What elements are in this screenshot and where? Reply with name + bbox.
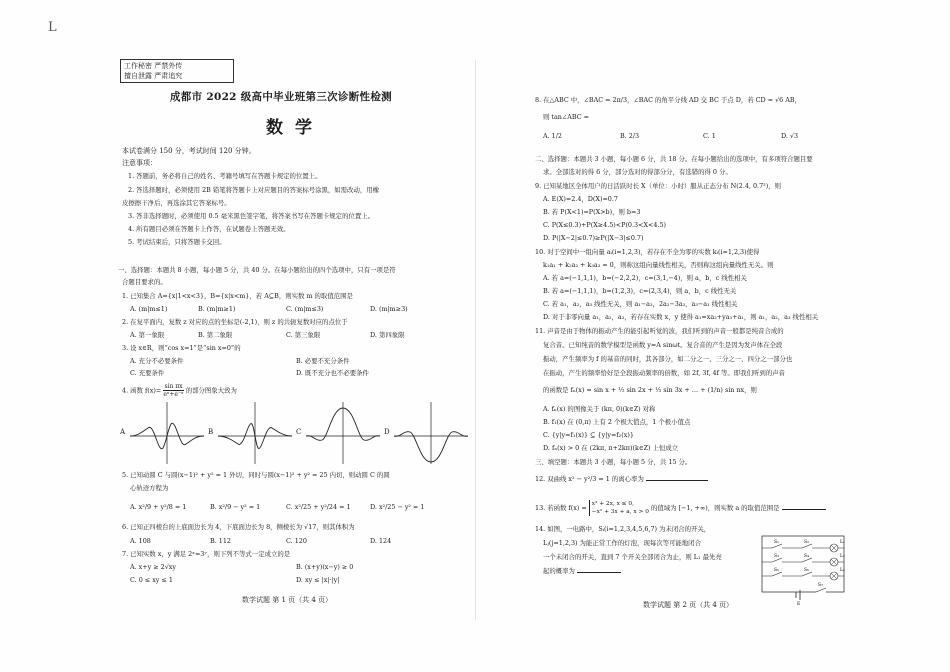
instruction-item: 2. 答选择题时，必须使用 2B 铅笔将答题卡上对应题目的答案标号涂黑，如需改动，用橡 bbox=[128, 186, 380, 194]
circuit-label: E bbox=[797, 602, 801, 605]
q4-graph-a bbox=[120, 398, 204, 466]
q3-option-c: C. 充要条件 bbox=[130, 369, 165, 377]
circuit-label: S₇ bbox=[818, 583, 823, 588]
circuit-label: S₃ bbox=[774, 554, 779, 559]
q10-option-b: B. 若 a=(−1,1,1)，b=(1,2,3)，c=(2,3,4)，则 a，b，c 线性无关 bbox=[543, 287, 737, 295]
question-10: 10. 对于空间中一组向量 aᵢ(i=1,2,3)，若存在不全为零的实数 kᵢ(i=1,2,3)使得 bbox=[535, 248, 760, 256]
q3-option-b: B. 必要不充分条件 bbox=[296, 357, 350, 365]
question-14: 14. 如图，一电路中，Sᵢ(i=1,2,3,4,5,6,7) 为未闭合的开关， bbox=[535, 525, 711, 533]
circuit-label: S₅ bbox=[774, 568, 779, 573]
q4-graph-label: D bbox=[384, 428, 390, 436]
circuit-label: S₆ bbox=[804, 568, 809, 573]
q4-suffix: 的部分图象大致为 bbox=[185, 386, 237, 395]
q1-option-a: A. (m|m≤1) bbox=[130, 305, 168, 313]
q1-option-c: C. (m|m≤3) bbox=[286, 305, 324, 313]
q14-answer-blank[interactable] bbox=[577, 572, 621, 573]
q5-option-a: A. x²/9 + y²/8 = 1 bbox=[130, 503, 187, 511]
q4-graph-label: A bbox=[120, 428, 126, 436]
q4-graph-label: C bbox=[296, 428, 302, 436]
q13-case1: x² + 2x, x ≤ 0, bbox=[591, 501, 634, 507]
q2-option-c: C. 第三象限 bbox=[286, 331, 321, 339]
q5-option-c: C. x²/25 + y²/24 = 1 bbox=[286, 503, 351, 511]
q4-graph-label: B bbox=[208, 428, 214, 436]
q7-option-b: B. (x+y)(x−y) ≥ 0 bbox=[296, 563, 354, 571]
circuit-label: S₂ bbox=[804, 540, 809, 545]
q11-option-d: D. fₙ(x) > 0 在 (2kπ, π+2kπ)(k∈Z) 上恒成立 bbox=[543, 444, 679, 452]
question-4 bbox=[122, 383, 237, 398]
q8-option-b: B. 2/3 bbox=[620, 132, 640, 140]
question-6: 6. 已知正四棱台的上底面边长为 4，下底面边长为 8，侧棱长为 √17，则其体积为 bbox=[122, 523, 355, 531]
question-14-line: 一个未闭合的开关，直到 7 个开关全部闭合为止，则 L₁ 最先亮 bbox=[543, 553, 722, 561]
question-11-line: 的函数是 fₙ(x) = sin x + ½ sin 2x + ⅓ sin 3x + … + (1/n) sin nx，则 bbox=[543, 386, 757, 394]
q2-option-b: B. 第二象限 bbox=[198, 331, 233, 339]
q14-last-line: 起的概率为 bbox=[543, 567, 575, 575]
page-footer-2: 数学试题 第 2 页（共 4 页） bbox=[643, 601, 734, 609]
q1-option-b: B. (m|m≥1) bbox=[198, 305, 236, 313]
instructions-intro: 本试卷满分 150 分，考试时间 120 分钟。 bbox=[122, 147, 256, 155]
circuit-diagram bbox=[756, 530, 851, 605]
question-12 bbox=[535, 474, 708, 484]
question-13 bbox=[535, 500, 826, 516]
q6-option-d: D. 124 bbox=[370, 537, 392, 545]
section3-intro: 三、填空题：本题共 3 小题，每小题 5 分，共 15 分。 bbox=[535, 458, 692, 466]
q6-option-b: B. 112 bbox=[210, 537, 231, 545]
graph-b-svg bbox=[218, 398, 292, 466]
instruction-item: 皮擦擦干净后，再选涂其它答案标号。 bbox=[122, 199, 231, 207]
circuit-svg bbox=[756, 530, 851, 605]
q5-option-b: B. x²/9 − y² = 1 bbox=[210, 503, 261, 511]
q10-option-c: C. 若 a₁，a₂，a₃ 线性无关，则 a₁−a₂，2a₂−3a₃，a₃−a₁ 线性相关 bbox=[543, 300, 738, 308]
question-11-line: 在振动，产生的频率恰好是全段振动频率的倍数，如 2f, 3f, 4f 等。即我们听到的声音 bbox=[543, 369, 785, 377]
question-11: 11. 声音是由于物体的振动产生的能引起听觉的波，我们听到的声音一般都是纯音合成的 bbox=[535, 327, 784, 335]
q8-option-d: D. √3 bbox=[781, 132, 799, 140]
q9-option-c: C. P(X≤0.3)+P(X≥4.5)<P(0.3<X<4.5) bbox=[543, 221, 667, 229]
right-page bbox=[475, 0, 950, 672]
q4-numerator: sin πx bbox=[164, 383, 183, 390]
instruction-item: 3. 答非选择题时，必须使用 0.5 毫米黑色签字笔，将答案书写在答题卡规定的位置上。 bbox=[128, 212, 375, 220]
q9-option-b: B. 若 P(X<1)=P(X>b)，则 b=3 bbox=[543, 208, 641, 216]
instruction-item: 4. 所有题目必须在答题卡上作答，在试题卷上答题无效。 bbox=[128, 225, 290, 233]
q4-graph-b bbox=[208, 398, 292, 466]
corner-mark: L bbox=[48, 20, 57, 35]
q7-option-a: A. x+y ≥ 2√xy bbox=[130, 563, 177, 571]
q13-piecewise bbox=[589, 500, 649, 516]
q10-option-d: D. 对于非零向量 a₁，a₂，a₃，若存在实数 x，y 使得 a₁=xa₂+ya₃+a₁，则 a₁，a₂，a₃ 线性相关 bbox=[543, 313, 819, 321]
q11-option-c: C. {y|y=f₁(x)} ⊆ {y|y=f₂(x)} bbox=[543, 431, 634, 439]
stamp-line2: 擅自泄露 严肃追究 bbox=[124, 72, 183, 80]
section1-intro-2: 合题目要求的。 bbox=[122, 278, 167, 286]
instruction-item: 5. 考试结束后，只将答题卡交回。 bbox=[128, 238, 226, 246]
q3-option-a: A. 充分不必要条件 bbox=[130, 357, 184, 365]
q4-fraction bbox=[163, 383, 183, 398]
instruction-item: 1. 答题前，务必将自己的姓名、考籍号填写在答题卡规定的位置上。 bbox=[128, 172, 322, 180]
circuit-label: S₄ bbox=[804, 554, 809, 559]
question-1: 1. 已知集合 A={x|1<x<3}，B={x|x<m}，若 A⊆B，则实数 m 的取值范围是 bbox=[122, 292, 353, 300]
question-5-cont: 心轨迹方程为 bbox=[130, 484, 169, 492]
q2-option-a: A. 第一象限 bbox=[130, 331, 165, 339]
q9-option-d: D. P(|X−2|≤0.7)≥P(|X−3|≤0.7) bbox=[543, 234, 644, 242]
question-3: 3. 设 x∈R，则“cos x=1”是“sin x=0”的 bbox=[122, 344, 241, 352]
question-10-cont: k₁a₁ + k₂a₂ + k₃a₃ = 0，则称这组向量线性相关，否则称这组向量线性无关。则 bbox=[543, 261, 774, 269]
q7-option-d: D. xy ≤ |x|·|y| bbox=[296, 576, 340, 584]
circuit-label: L₂ bbox=[840, 554, 845, 559]
question-7: 7. 已知实数 x，y 满足 2ˣ=3ʸ，则下列不等式一定成立的是 bbox=[122, 550, 291, 558]
q13-answer-blank[interactable] bbox=[782, 509, 826, 510]
q1-option-d: D. (m|m≥3) bbox=[370, 305, 408, 313]
q13-case2: −x² + 3x + a, x > 0 bbox=[591, 509, 649, 515]
page-footer-1: 数学试题 第 1 页（共 4 页） bbox=[242, 596, 333, 604]
question-11-line: 复合音。已知纯音的数学模型是函数 y=A sinωt。复合音的产生是因为发声体在全段 bbox=[543, 341, 783, 349]
exam-title: 成都市 2022 级高中毕业班第三次诊断性检测 bbox=[170, 91, 392, 103]
circuit-label: L₃ bbox=[840, 568, 845, 573]
question-8: 8. 在△ABC 中，∠BAC = 2π/3，∠BAC 的角平分线 AD 交 BC 于点 D，若 CD = √6 AB， bbox=[535, 96, 801, 104]
q6-option-c: C. 120 bbox=[286, 537, 307, 545]
q3-option-d: D. 既不充分也不必要条件 bbox=[296, 369, 369, 377]
question-14-line bbox=[543, 566, 621, 576]
q13-suffix: 的值域为 [−1, +∞)，则实数 a 的取值范围是 bbox=[650, 504, 780, 512]
q7-option-c: C. 0 ≤ xy ≤ 1 bbox=[130, 576, 173, 584]
graph-c-svg bbox=[306, 398, 380, 466]
q9-option-a: A. E(X)=2.4，D(X)=0.7 bbox=[543, 195, 618, 203]
q11-option-a: A. fₙ(x) 的图像关于 (kπ, 0)(k∈Z) 对称 bbox=[543, 405, 656, 413]
q12-text: 12. 双曲线 x² − y²/3 = 1 的离心率为 bbox=[535, 475, 644, 483]
instructions-heading: 注意事项： bbox=[122, 159, 157, 167]
confidential-stamp bbox=[120, 59, 234, 83]
section2-intro-2: 求。全部选对的得 6 分，部分选对的得部分分，有选错的得 0 分。 bbox=[543, 168, 732, 176]
q6-option-a: A. 108 bbox=[130, 537, 151, 545]
q8-option-c: C. 1 bbox=[703, 132, 716, 140]
q5-option-d: D. x²/25 − y² = 1 bbox=[370, 503, 425, 511]
graph-a-svg bbox=[130, 398, 204, 466]
section1-intro: 一、选择题：本题共 8 小题，每小题 5 分，共 40 分。在每小题给出的四个选项中，只有一项是符 bbox=[118, 266, 396, 274]
q11-option-b: B. f₁(x) 在 (0,π) 上有 2 个极大值点，1 个极小值点 bbox=[543, 418, 691, 426]
q4-prefix: 4. 函数 f(x)= bbox=[122, 386, 162, 395]
question-2: 2. 在复平面内，复数 z 对应的点的坐标是(-2,1)，则 z 的共轭复数对应的点位于 bbox=[122, 318, 348, 326]
q12-answer-blank[interactable] bbox=[646, 480, 708, 481]
stamp-line1: 工作秘密 严禁外传 bbox=[124, 62, 183, 70]
question-11-line: 振动，产生频率为 f 的基音的同时，其各部分，如二分之一、三分之一、四分之一部分也 bbox=[543, 355, 793, 363]
question-5: 5. 已知动圆 C 与圆(x−1)² + y² = 1 外切，同时与圆(x−1)² + y² = 25 内切，则动圆 C 的圆 bbox=[122, 471, 390, 479]
question-14-line: Lⱼ(j=1,2,3) 为能正常工作的灯泡，现每次等可能地闭合 bbox=[543, 539, 701, 547]
circuit-label: L₁ bbox=[840, 540, 845, 545]
q4-graph-d bbox=[384, 398, 468, 466]
q2-option-d: D. 第四象限 bbox=[370, 331, 405, 339]
question-8-cont: 则 tan∠ABC = bbox=[543, 113, 589, 121]
section2-intro: 二、选择题：本题共 3 小题，每小题 6 分，共 18 分。在每小题给出的选项中，有多项符合题目要 bbox=[535, 155, 813, 163]
q4-denominator: eˣ+e⁻ˣ bbox=[163, 391, 184, 398]
q13-prefix: 13. 若函数 f(x) = bbox=[535, 504, 587, 512]
subject-title: 数学 bbox=[266, 118, 324, 138]
question-9: 9. 已知某地区全体用户的日活跃时长 X（单位：小时）服从正态分布 N(2.4, 0.7²)，则 bbox=[535, 182, 781, 190]
circuit-label: S₁ bbox=[774, 540, 779, 545]
q10-option-a: A. 若 a=(−1,1,1)，b=(−2,2,2)，c=(3,1,−4)，则 a，b，c 线性相关 bbox=[543, 274, 747, 282]
graph-d-svg bbox=[394, 398, 468, 466]
q8-option-a: A. 1/2 bbox=[543, 132, 562, 140]
q4-graph-c bbox=[296, 398, 380, 466]
